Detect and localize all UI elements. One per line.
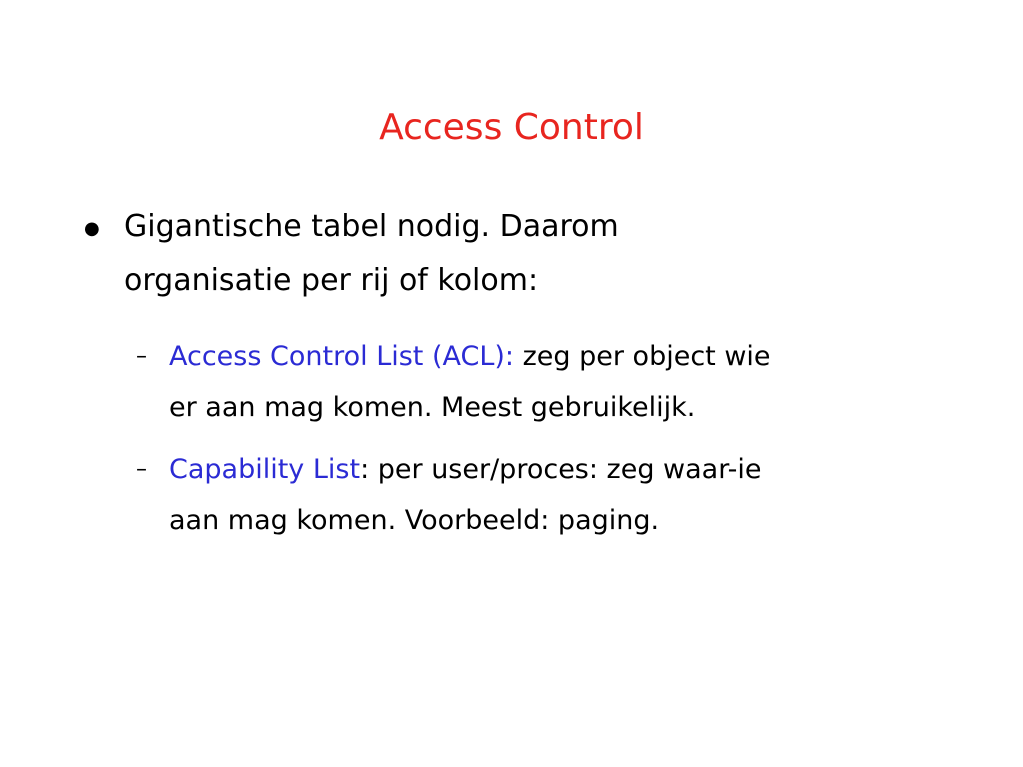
main-bullet-text — [124, 200, 784, 308]
capability-line-1-rest: : per user/proces: zeg waar-ie — [360, 454, 762, 485]
main-bullet-line-1: Gigantische tabel nodig. Daarom — [124, 209, 619, 244]
sub-bullet-marker: – — [136, 344, 147, 369]
acl-term: Access Control List (ACL): — [169, 341, 515, 372]
capability-term: Capability List — [169, 454, 361, 485]
acl-line-1-rest: zeg per object wie — [514, 341, 771, 372]
sub-bullet-capability — [136, 444, 936, 546]
sub-bullet-capability-text — [169, 444, 939, 546]
sub-bullet-marker: – — [136, 457, 147, 482]
main-bullet-line-2: organisatie per rij of kolom: — [124, 263, 539, 298]
capability-line-2: aan mag komen. Voorbeeld: paging. — [169, 505, 660, 536]
sub-bullet-acl-text — [169, 331, 939, 433]
sub-bullet-acl — [136, 331, 936, 433]
acl-line-2: er aan mag komen. Meest gebruikelijk. — [169, 392, 696, 423]
main-bullet — [84, 200, 944, 308]
slide-title: Access Control — [379, 107, 644, 148]
bullet-marker: ● — [84, 218, 100, 239]
